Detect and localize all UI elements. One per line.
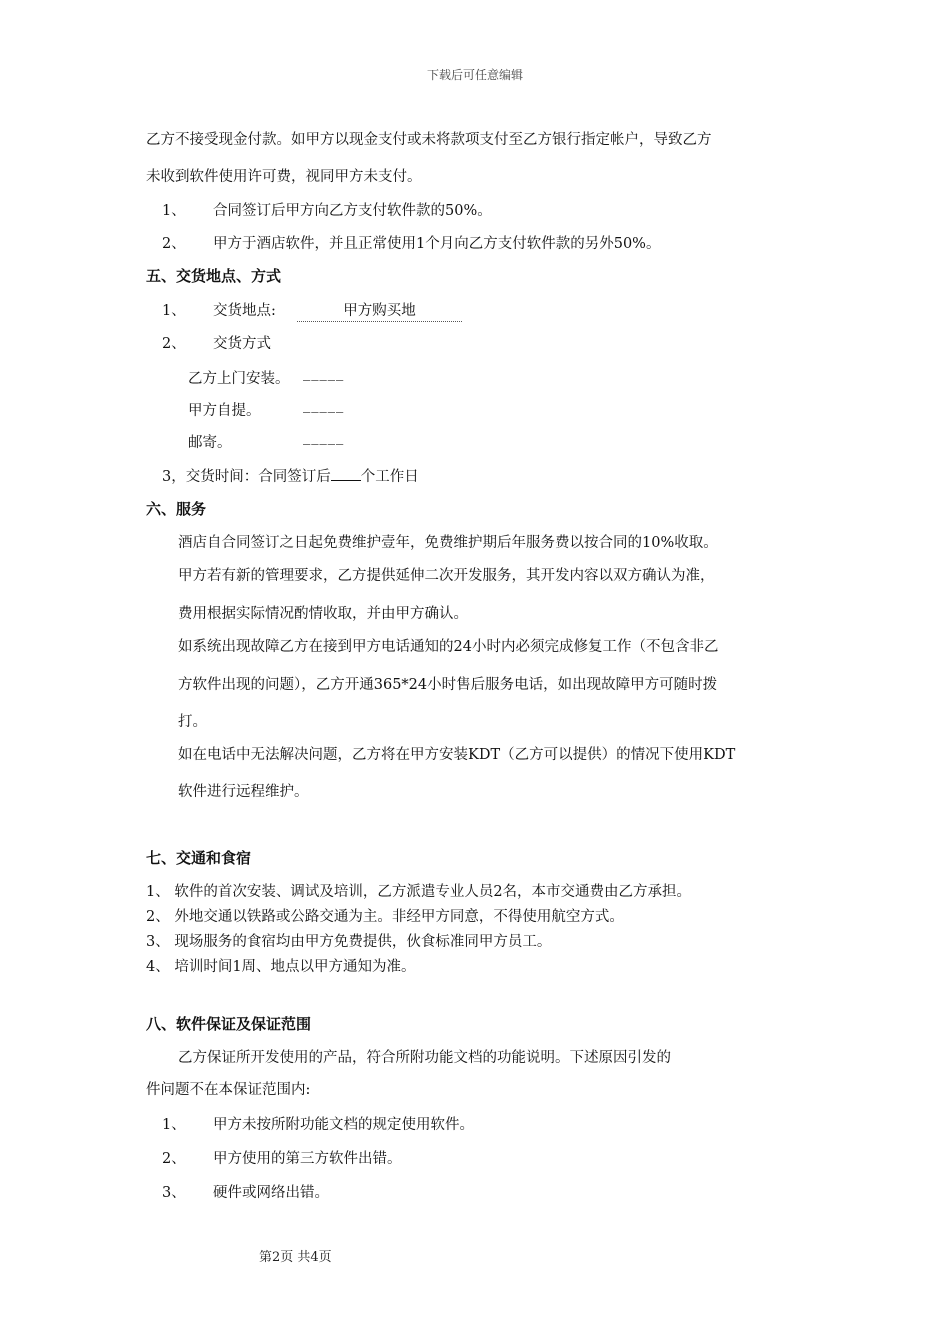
payment-item-1-text: 合同签订后甲方向乙方支付软件款的50%。 [213,203,492,219]
service-line-7: 如在电话中无法解决问题，乙方将在甲方安装KDT（乙方可以提供）的情况下使用KDT [178,747,736,763]
page-header: 下载后可任意编辑 [426,68,523,82]
delivery-time-prefix: 3，交货时间：合同签订后 [162,469,331,485]
transport-item-3: 3、 现场服务的食宿均由甲方免费提供，伙食标准同甲方员工。 [146,934,552,950]
payment-line-2: 未收到软件使用许可费，视同甲方未支付。 [146,169,422,185]
warranty-item-3-num: 3、 [162,1185,186,1201]
delivery-option-mail: 邮寄。 [188,435,232,451]
warranty-item-2-text: 甲方使用的第三方软件出错。 [213,1151,402,1167]
service-line-3: 费用根据实际情况酌情收取，并由甲方确认。 [178,606,468,622]
warranty-item-2-num: 2、 [162,1151,186,1167]
warranty-intro-1: 乙方保证所开发使用的产品，符合所附功能文档的功能说明。下述原因引发的 [178,1050,671,1066]
delivery-place-label: 交货地点: [213,303,276,319]
warranty-item-3-text: 硬件或网络出错。 [213,1185,329,1201]
delivery-option-pickup-mark: _____ [303,397,345,413]
service-line-2: 甲方若有新的管理要求，乙方提供延伸二次开发服务，其开发内容以双方确认为准， [178,568,715,584]
section-7-title: 七、交通和食宿 [146,849,252,867]
delivery-option-onsite-mark: _____ [303,365,345,381]
delivery-method-label: 交货方式 [213,336,271,352]
delivery-time [162,465,419,486]
warranty-intro-2: 件问题不在本保证范围内: [146,1082,311,1098]
service-line-8: 软件进行远程维护。 [178,784,309,800]
payment-item-1-num: 1、 [162,203,186,219]
payment-item-2-text: 甲方于酒店软件，并且正常使用1个月向乙方支付软件款的另外50%。 [213,236,661,252]
page-footer: 第2页 共4页 [259,1250,332,1265]
service-line-5: 方软件出现的问题），乙方开通365*24小时售后服务电话，如出现故障甲方可随时拨 [178,677,718,693]
delivery-option-mail-mark: _____ [303,429,345,445]
section-8-title: 八、软件保证及保证范围 [146,1015,312,1033]
section-6-title: 六、服务 [146,500,207,518]
delivery-time-suffix: 个工作日 [360,469,419,485]
delivery-method-num: 2、 [162,336,186,352]
delivery-option-onsite: 乙方上门安装。 [188,371,290,387]
warranty-item-1-num: 1、 [162,1117,186,1133]
payment-item-2-num: 2、 [162,236,186,252]
payment-line-1: 乙方不接受现金付款。如甲方以现金支付或未将款项支付至乙方银行指定帐户，导致乙方 [146,132,712,148]
service-line-1: 酒店自合同签订之日起免费维护壹年，免费维护期后年服务费以按合同的10%收取。 [178,535,718,551]
service-line-6: 打。 [178,714,207,730]
transport-item-2: 2、 外地交通以铁路或公路交通为主。非经甲方同意，不得使用航空方式。 [146,909,624,925]
service-line-4: 如系统出现故障乙方在接到甲方电话通知的24小时内必须完成修复工作（不包含非乙 [178,639,719,655]
delivery-time-blank [331,468,361,481]
transport-item-4: 4、 培训时间1周、地点以甲方通知为准。 [146,959,416,975]
delivery-option-pickup: 甲方自提。 [188,403,261,419]
delivery-place-value: 甲方购买地 [297,299,462,322]
transport-item-1: 1、 软件的首次安装、调试及培训，乙方派遣专业人员2名，本市交通费由乙方承担。 [146,884,692,900]
section-5-title: 五、交货地点、方式 [146,267,282,285]
delivery-place-num: 1、 [162,303,186,319]
warranty-item-1-text: 甲方未按所附功能文档的规定使用软件。 [213,1117,474,1133]
